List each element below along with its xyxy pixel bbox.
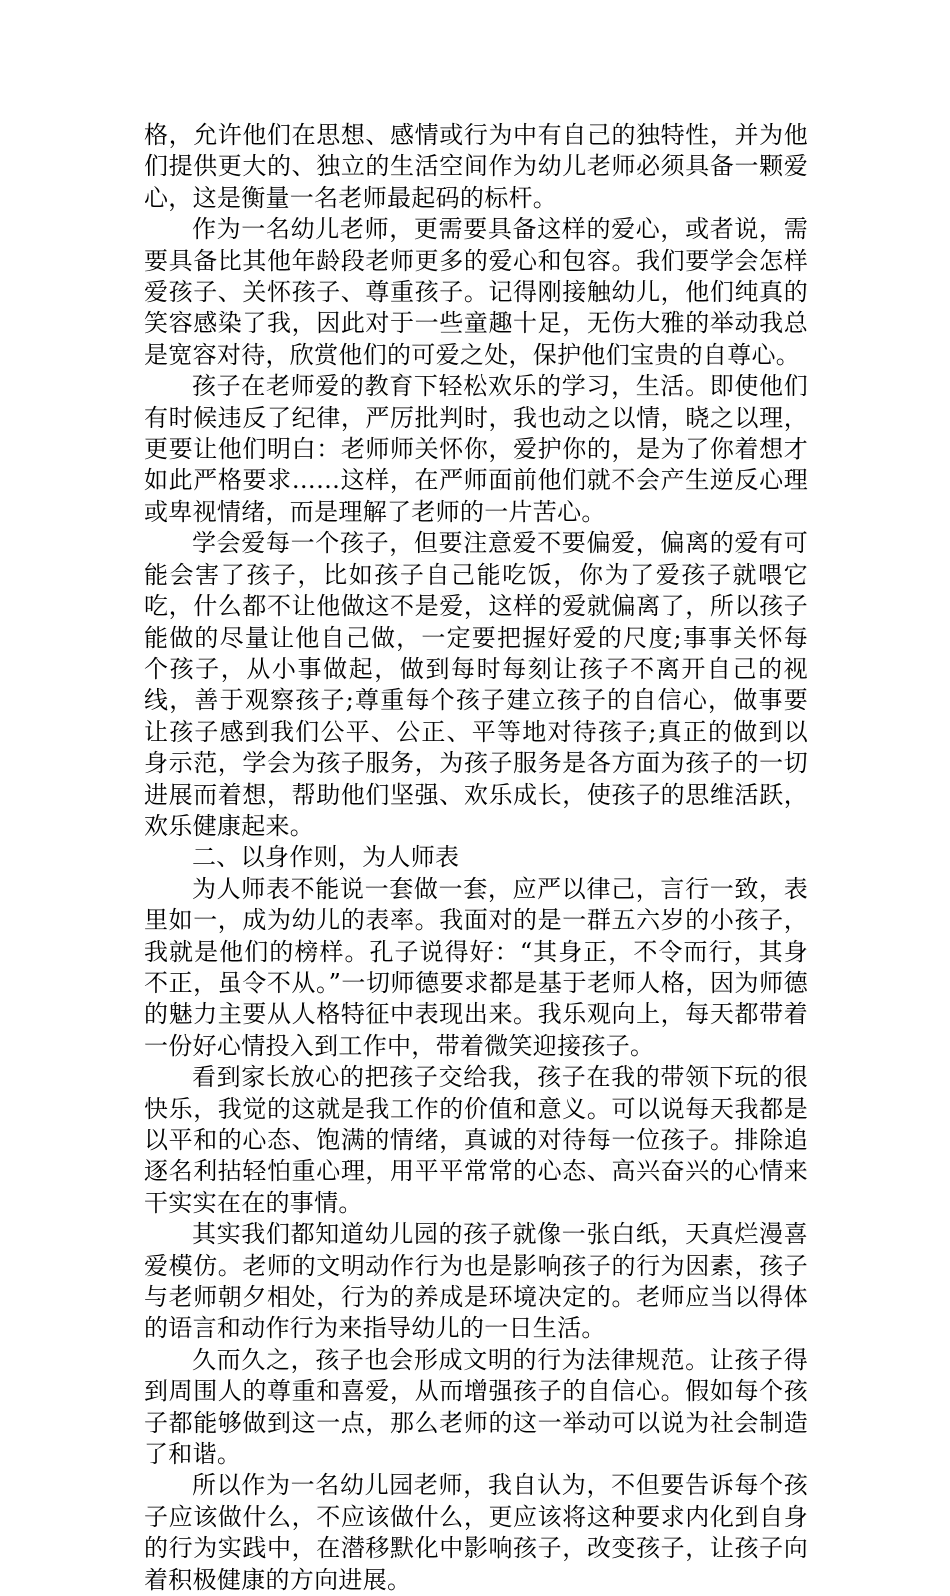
paragraph-1: 格，允许他们在思想、感情或行为中有自己的独特性，并为他们提供更大的、独立的生活空间作为幼儿老师必须具备一颗爱心，这是衡量一名老师最起码的标杆。 bbox=[144, 121, 808, 212]
paragraph-7: 其实我们都知道幼儿园的孩子就像一张白纸，天真烂漫喜爱模仿。老师的文明动作行为也是影响孩子的行为因素，孩子与老师朝夕相处，行为的养成是环境决定的。老师应当以得体的语言和动作行为来指导幼儿的一日生活。 bbox=[144, 1220, 808, 1343]
paragraph-9: 所以作为一名幼儿园老师，我自认为，不但要告诉每个孩子应该做什么，不应该做什么，更应该将这种要求内化到自身的行为实践中，在潜移默化中影响孩子，改变孩子，让孩子向着积极健康的方向进展。 bbox=[144, 1471, 808, 1594]
document-body bbox=[144, 120, 808, 1596]
paragraph-2: 作为一名幼儿老师，更需要具备这样的爱心，或者说，需要具备比其他年龄段老师更多的爱心和包容。我们要学会怎样爱孩子、关怀孩子、尊重孩子。记得刚接触幼儿，他们纯真的笑容感染了我，因此对于一些童趣十足，无伤大雅的举动我总是宽容对待，欣赏他们的可爱之处，保护他们宝贵的自尊心。 bbox=[144, 215, 808, 369]
paragraph-3: 孩子在老师爱的教育下轻松欢乐的学习，生活。即使他们有时候违反了纪律，严厉批判时，我也动之以情，晓之以理，更要让他们明白：老师师关怀你，爱护你的，是为了你着想才如此严格要求……这样，在严师面前他们就不会产生逆反心理或卑视情绪，而是理解了老师的一片苦心。 bbox=[144, 372, 808, 526]
paragraph-8: 久而久之，孩子也会形成文明的行为法律规范。让孩子得到周围人的尊重和喜爱，从而增强孩子的自信心。假如每个孩子都能够做到这一点，那么老师的这一举动可以说为社会制造了和谐。 bbox=[144, 1345, 808, 1469]
section-heading: 二、以身作则，为人师表 bbox=[192, 843, 460, 872]
paragraph-6: 看到家长放心的把孩子交给我，孩子在我的带领下玩的很快乐，我觉的这就是我工作的价值和意义。可以说每天我都是以平和的心态、饱满的情绪，真诚的对待每一位孩子。排除追逐名利拈轻怕重心理，用平平常常的心态、高兴奋兴的心情来干实实在在的事情。 bbox=[144, 1063, 808, 1217]
paragraph-4: 学会爱每一个孩子，但要注意爱不要偏爱，偏离的爱有可能会害了孩子，比如孩子自己能吃饭，你为了爱孩子就喂它吃，什么都不让他做这不是爱，这样的爱就偏离了，所以孩子能做的尽量让他自己做，一定要把握好爱的尺度;事事关怀每个孩子，从小事做起，做到每时每刻让孩子不离开自己的视线，善于观察孩子;尊重每个孩子建立孩子的自信心，做事要让孩子感到我们公平、公正、平等地对待孩子;真正的做到以身示范，学会为孩子服务，为孩子服务是各方面为孩子的一切进展而着想，帮助他们坚强、欢乐成长，使孩子的思维活跃，欢乐健康起来。 bbox=[144, 529, 808, 840]
paragraph-5: 为人师表不能说一套做一套，应严以律己，言行一致，表里如一，成为幼儿的表率。我面对的是一群五六岁的小孩子，我就是他们的榜样。孔子说得好：“其身正，不令而行，其身不正，虽令不从。”一切师德要求都是基于老师人格，因为师德的魅力主要从人格特征中表现出来。我乐观向上，每天都带着一份好心情投入到工作中，带着微笑迎接孩子。 bbox=[144, 874, 808, 1060]
